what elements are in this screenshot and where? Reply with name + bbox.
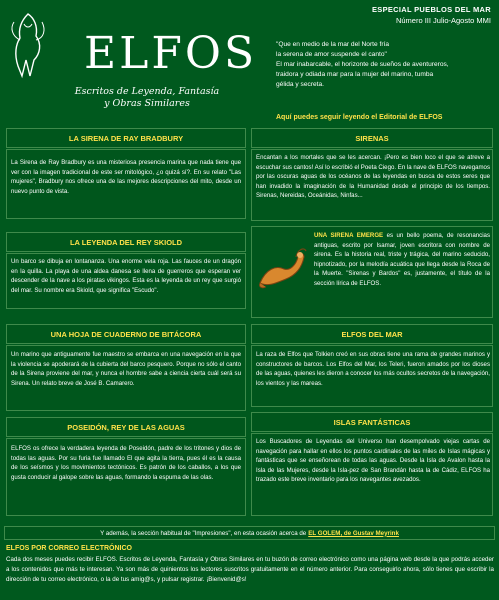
poseidon-title[interactable]: POSEIDÓN, REY DE LAS AGUAS	[6, 417, 246, 437]
siren-illustration	[256, 243, 308, 291]
elfos-mar-title[interactable]: ELFOS DEL MAR	[251, 324, 493, 344]
sirenas-title[interactable]: SIRENAS	[251, 128, 493, 148]
quote-line: gélida y secreta.	[276, 81, 325, 88]
quote-line: "Que en medio de la mar del Norte fría	[276, 41, 390, 48]
logo-wordmark: ELFOS	[84, 28, 258, 79]
correo-title[interactable]: ELFOS POR CORREO ELECTRÓNICO	[6, 545, 133, 552]
intro-quote	[276, 40, 492, 90]
quote-line: traidora y odiada mar para la mujer del marino, tumba	[276, 71, 434, 78]
sirena-emerge-text: es un bello poema, de resonancias antiguas, escrito por Isamar, joven escritora con nombre de sirena. Es la historia real, triste y trágica, del marino seducido, hipnotizado, por la melodía acuática que llega desde la Roca de la Muerte. "Sirenas y Bardos" es, justamente, el título de la sección lírica de ELFOS.	[314, 232, 490, 287]
islas-text: Los Buscadores de Leyendas del Universo han desempolvado viejas cartas de navegación para hallar en ellos los puntos cardinales de las miles de Islas mágicas y fantásticas que se enseñorean de todas las aguas. Desde la Isla de Avalon hasta la Isla de las Mujeres, desde la Isla-pez de San Brandán hasta la de Cádiz, ELFOS ha trazado este breve inventario para los navegantes avezados.	[256, 438, 490, 484]
page-header	[0, 0, 499, 126]
sirenas-text: Encantan a los mortales que se les acercan. ¡Pero es bien loco el que se atreve a escuchar sus cantos! Así lo escribió el Poeta Ciego. En la nave de ELFOS navegamos por las oscuras aguas de los océanos de las leyendas en busca de estos seres que han invadido la imaginación de la Humanidad desde el principio de los tiempos. Sirenas, Nereidas, Oceánidas, Ninfas...	[256, 154, 490, 200]
edition-info	[372, 4, 491, 26]
impresiones-bar	[4, 526, 495, 540]
golem-link[interactable]: EL GOLEM, de Gustav Meyrink	[308, 529, 399, 537]
elfos-mar-text: La raza de Elfos que Tolkien creó en sus obras tiene una rama de grandes marinos y constructores de barcos. Los Elfos del Mar, los Teleri, fueron amados por los dioses de las aguas, quienes les dieron a conocer los más ocultos secretos de la navegación, los vientos y las mareas.	[256, 351, 490, 387]
bitacora-title[interactable]: UNA HOJA DE CUADERNO DE BITÁCORA	[6, 324, 246, 344]
logo-subtitle-line1: Escritos de Leyenda, Fantasía	[74, 86, 220, 97]
sirena-emerge-box	[251, 226, 493, 318]
sirena-bradbury-title[interactable]: LA SIRENA DE RAY BRADBURY	[6, 128, 246, 148]
quote-line: El mar inabarcable, el horizonte de sueños de aventureros,	[276, 61, 449, 68]
sirena-bradbury-box	[6, 149, 246, 219]
bitacora-box	[6, 345, 246, 411]
logo-subtitle	[62, 86, 232, 110]
poseidon-text: ELFOS os ofrece la verdadera leyenda de Poseidón, padre de los tritones y dios de todas las aguas. Por su furia fue llamado El que agita la tierra, pues él es la causa de los seísmos y los movimientos tectónicos. Es patrón de los caballos, a los que gusta conducir al galope sobre las aguas, formando la espuma de las olas.	[11, 445, 241, 481]
islas-box	[251, 433, 493, 516]
elfos-mar-box	[251, 345, 493, 407]
sirenas-box	[251, 149, 493, 221]
edition-title: ESPECIAL PUEBLOS DEL MAR	[371, 5, 491, 14]
poseidon-box	[6, 438, 246, 516]
quote-line: la serena de amor suspende el canto"	[276, 51, 387, 58]
bitacora-text: Un marino que antiguamente fue maestro se embarca en una navegación en la que la violencia se apoderará de la cubierta del barco pesquero. Porque no sólo el canto de la Sirena proviene del mar, y nunca el hombre sabe a ciencia cierta cuál será su Sirena. Un relato breve de José B. Camarero.	[11, 351, 241, 387]
sirena-bradbury-text: La Sirena de Ray Bradbury es una misteriosa presencia marina que nada tiene que ver con la imagen tradicional de este ser mitológico, ¿o quizá sí?. En su relato "Las mujeres", Bradbury nos ofrece una de las mejores descripciones del mito, desde un nuevo punto de vista.	[11, 159, 241, 195]
islas-title[interactable]: ISLAS FANTÁSTICAS	[251, 412, 493, 432]
sirena-emerge-text-top	[314, 231, 490, 289]
rey-skiold-title[interactable]: LA LEYENDA DEL REY SKIOLD	[6, 232, 246, 252]
logo-subtitle-line2: y Obras Similares	[104, 98, 190, 109]
elf-figure-icon	[8, 10, 48, 80]
impresiones-text: Y además, la sección habitual de "Impresiones", en esta ocasión acerca de	[100, 529, 307, 537]
sirena-emerge-link[interactable]: UNA SIRENA EMERGE	[314, 232, 384, 239]
edition-number: Número III Julio-Agosto MMI	[395, 16, 491, 25]
rey-skiold-text: Un barco se dibuja en lontananza. Una enorme vela roja. Las fauces de un dragón en la quilla. La playa de una aldea danesa se llena de guerreros que esperan ver descender de la nave a los piratas vikingos. Esta es la leyenda de un rey que surgió del mar. Su nombre era Skiold, que significa "Escudo".	[11, 258, 241, 294]
rey-skiold-box	[6, 253, 246, 309]
editorial-link[interactable]: Aquí puedes seguir leyendo el Editorial de ELFOS	[276, 114, 443, 121]
correo-text: Cada dos meses puedes recibir ELFOS. Escritos de Leyenda, Fantasía y Obras Similares en tu buzón de correo electrónico como una página web desde la que podrás acceder a los contenidos que más te interesan. Ya son más de quinientos los lectores suscritos gratuitamente en el número anterior. Para conseguirlo ahora, sólo tienes que escribir la dirección de tu correo electrónico, o la de tus amig@s, y pulsar registrar. ¡Bienvenid@s!	[6, 556, 494, 583]
